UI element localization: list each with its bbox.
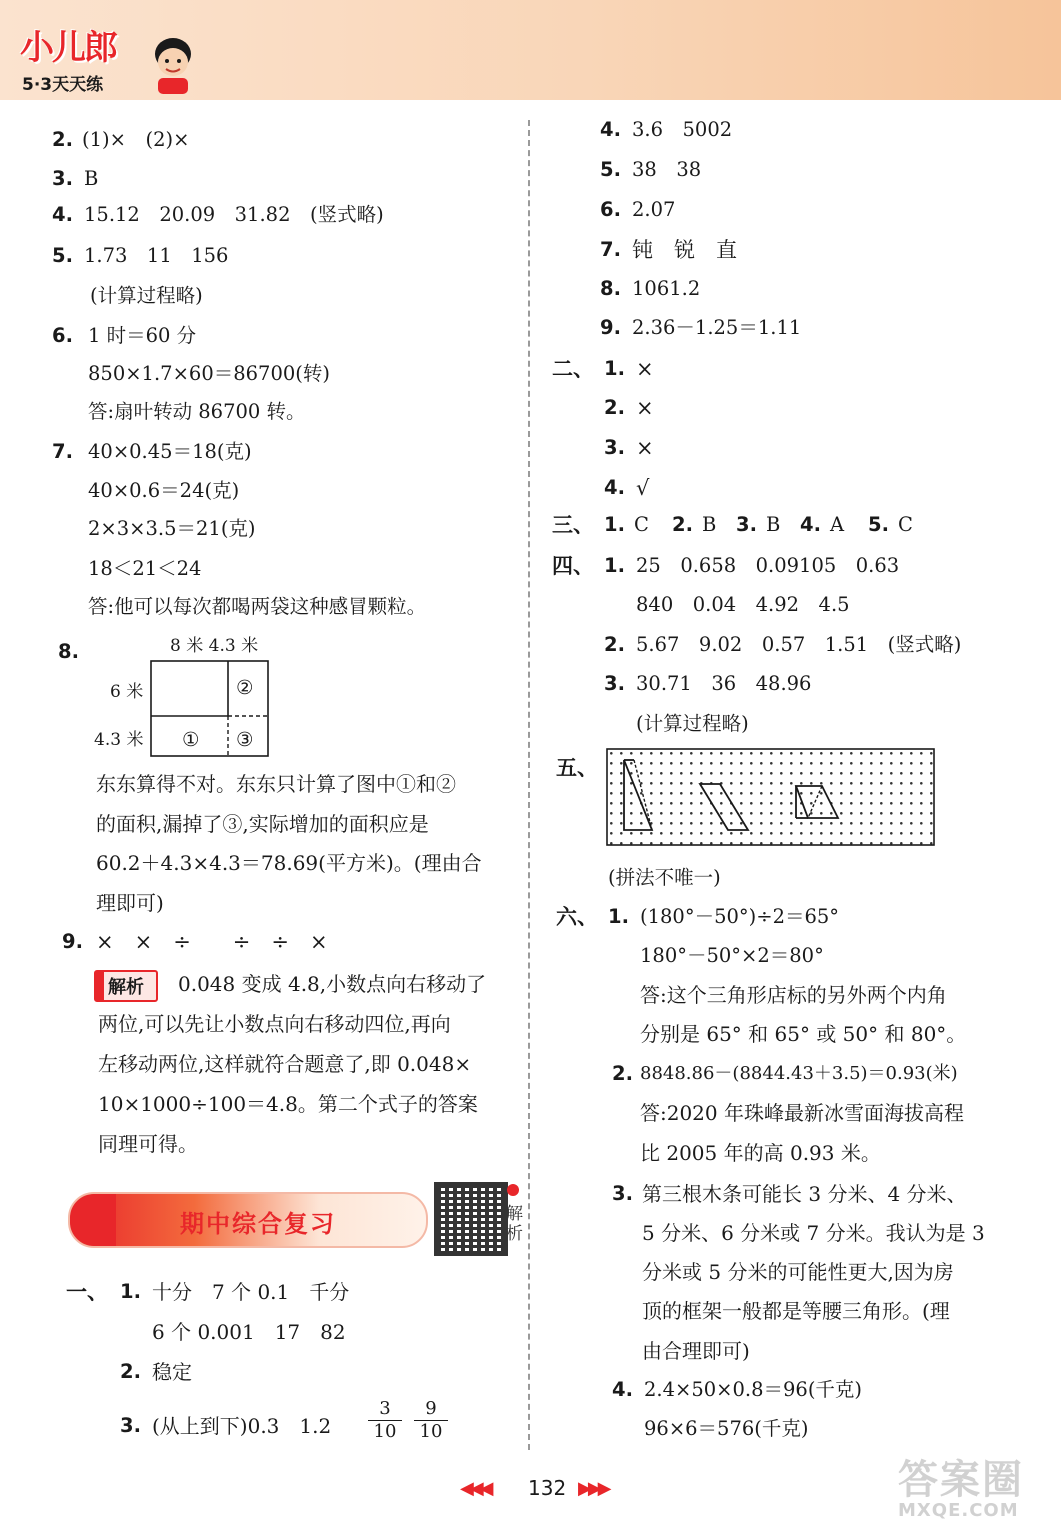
s6-q4-line: 96×6＝576(千克) xyxy=(644,1417,809,1440)
fraction-denominator: 10 xyxy=(419,1421,443,1442)
region-3-label: ③ xyxy=(236,728,254,751)
s4-q1-line: 840 0.04 4.92 4.5 xyxy=(636,593,850,616)
q5-answer: 1.73 11 156 xyxy=(84,244,229,267)
diagram-left-top-label: 6 米 xyxy=(110,682,144,702)
s4-q1-number: 1. xyxy=(604,554,625,577)
r5-number: 5. xyxy=(600,158,621,181)
section-banner xyxy=(68,1192,428,1248)
s2-item-number: 4. xyxy=(604,476,625,499)
q7-line: 2×3×3.5＝21(克) xyxy=(88,517,256,540)
q9-number: 9. xyxy=(62,930,83,953)
r4-number: 4. xyxy=(600,118,621,141)
r7-number: 7. xyxy=(600,238,621,261)
review-q2-number: 2. xyxy=(120,1360,141,1383)
diagram-left-bottom-label: 4.3 米 xyxy=(94,730,144,750)
qr-label: 解析 xyxy=(506,1204,523,1244)
s3-item-answer: C xyxy=(634,513,649,536)
prev-arrows-icon: ◀◀◀ xyxy=(460,1478,490,1499)
review-q3-answer: (从上到下)0.3 1.2 xyxy=(152,1414,332,1438)
r7-answer: 钝 锐 直 xyxy=(632,238,737,262)
r4-answer: 3.6 5002 xyxy=(632,118,733,141)
watermark-url: MXQE.COM xyxy=(898,1500,1019,1521)
analysis-line: 10×1000÷100＝4.8。第二个式子的答案 xyxy=(98,1092,478,1116)
analysis-line: 同理可得。 xyxy=(98,1132,198,1156)
section-title: 期中综合复习 xyxy=(180,1210,336,1238)
fraction-denominator: 10 xyxy=(373,1421,397,1442)
r8-number: 8. xyxy=(600,277,621,300)
s6-q3-line: 分米或 5 分米的可能性更大,因为房 xyxy=(642,1260,954,1284)
area-diagram xyxy=(90,632,290,762)
play-icon[interactable] xyxy=(507,1184,519,1196)
s6-q1-line: 180°－50°×2＝80° xyxy=(640,944,824,967)
s4-q1-line: 25 0.658 0.09105 0.63 xyxy=(636,554,900,577)
s2-item-answer: × xyxy=(636,357,654,381)
watermark-text: 答案圈 xyxy=(898,1457,1024,1503)
section-4-label: 四、 xyxy=(552,554,594,578)
fraction xyxy=(368,1398,402,1443)
s3-item-answer: C xyxy=(898,513,913,536)
r6-answer: 2.07 xyxy=(632,198,676,221)
q8-line: 的面积,漏掉了③,实际增加的面积应是 xyxy=(96,812,429,836)
review-q2-answer: 稳定 xyxy=(152,1360,192,1384)
s6-q1-line: (180°－50°)÷2＝65° xyxy=(640,905,840,928)
review-q1-line: 十分 7 个 0.1 千分 xyxy=(152,1280,350,1304)
q6-number: 6. xyxy=(52,324,73,347)
q8-line: 东东算得不对。东东只计算了图中①和② xyxy=(96,772,456,796)
q3-number: 3. xyxy=(52,167,73,190)
region-1-label: ① xyxy=(182,728,200,751)
brand-subtitle: 5·3天天练 xyxy=(22,75,104,95)
r9-number: 9. xyxy=(600,316,621,339)
q4-number: 4. xyxy=(52,203,73,226)
s6-q4-line: 2.4×50×0.8＝96(千克) xyxy=(644,1378,863,1401)
s3-item-answer: A xyxy=(830,513,845,536)
r6-number: 6. xyxy=(600,198,621,221)
s2-item-answer: × xyxy=(636,396,654,420)
s4-q2-answer: 5.67 9.02 0.57 1.51 (竖式略) xyxy=(636,633,962,656)
diagram-top-label: 8 米 4.3 米 xyxy=(170,636,259,656)
section-6-label: 六、 xyxy=(556,905,598,929)
q4-answer: 15.12 20.09 31.82 (竖式略) xyxy=(84,203,384,226)
q2-number: 2. xyxy=(52,128,73,151)
s6-q1-number: 1. xyxy=(608,905,629,928)
dot-grid-figure xyxy=(606,748,936,848)
s6-q3-line: 顶的框架一般都是等腰三角形。(理 xyxy=(642,1299,950,1323)
q8-number: 8. xyxy=(58,640,79,663)
s3-item-number: 1. xyxy=(604,513,625,536)
s6-q2-number: 2. xyxy=(612,1062,633,1085)
q7-line: 40×0.6＝24(克) xyxy=(88,479,240,502)
analysis-tag xyxy=(94,970,158,1002)
s3-item-number: 5. xyxy=(868,513,889,536)
s2-item-number: 3. xyxy=(604,436,625,459)
region-2-label: ② xyxy=(236,676,254,699)
s3-item-number: 3. xyxy=(736,513,757,536)
q7-line: 答:他可以每次都喝两袋这种感冒颗粒。 xyxy=(88,595,427,618)
review-q3-number: 3. xyxy=(120,1414,141,1437)
s6-q4-number: 4. xyxy=(612,1378,633,1401)
watermark xyxy=(880,1448,1050,1528)
s3-item-answer: B xyxy=(766,513,781,536)
s6-q3-line: 由合理即可) xyxy=(642,1339,750,1363)
s2-item-answer: × xyxy=(636,436,654,460)
s6-q3-number: 3. xyxy=(612,1182,633,1205)
s6-q2-line: 答:2020 年珠峰最新冰雪面海拔高程 xyxy=(640,1101,964,1125)
s4-q3-answer: 30.71 36 48.96 xyxy=(636,672,812,695)
section-2-label: 二、 xyxy=(552,357,594,381)
analysis-line: 左移动两位,这样就符合题意了,即 0.048× xyxy=(98,1052,472,1076)
qr-code-icon[interactable] xyxy=(434,1182,508,1256)
s4-q2-number: 2. xyxy=(604,633,625,656)
q6-line: 答:扇叶转动 86700 转。 xyxy=(88,400,306,423)
brand-logo xyxy=(18,18,208,100)
analysis-line: 0.048 变成 4.8,小数点向右移动了 xyxy=(178,972,487,996)
review-section-1-label: 一、 xyxy=(66,1280,108,1304)
s3-item-answer: B xyxy=(702,513,717,536)
q8-line: 理即可) xyxy=(96,891,164,915)
mascot-icon xyxy=(146,32,200,96)
q6-line: 1 时＝60 分 xyxy=(88,324,197,347)
s6-q2-line: 8848.86－(8844.43＋3.5)＝0.93(米) xyxy=(640,1063,958,1084)
s6-q3-line: 第三根木条可能长 3 分米、4 分米、 xyxy=(642,1182,967,1206)
section-3-label: 三、 xyxy=(552,513,594,537)
q8-line: 60.2＋4.3×4.3＝78.69(平方米)。(理由合 xyxy=(96,851,482,875)
page-footer xyxy=(460,1476,630,1502)
fraction xyxy=(414,1398,448,1443)
page-number: 132 xyxy=(528,1476,567,1500)
s4-q3-number: 3. xyxy=(604,672,625,695)
s2-item-number: 1. xyxy=(604,357,625,380)
s3-item-number: 2. xyxy=(672,513,693,536)
q7-number: 7. xyxy=(52,440,73,463)
q9-answer: × × ÷ ÷ ÷ × xyxy=(96,930,328,954)
q5-note: (计算过程略) xyxy=(90,284,203,307)
s3-item-number: 4. xyxy=(800,513,821,536)
analysis-tag-bar xyxy=(96,972,104,1000)
section-5-label: 五、 xyxy=(556,756,598,780)
s5-note: (拼法不唯一) xyxy=(608,866,721,889)
review-q1-number: 1. xyxy=(120,1280,141,1303)
s2-item-number: 2. xyxy=(604,396,625,419)
r9-answer: 2.36－1.25＝1.11 xyxy=(632,316,802,339)
s6-q1-line: 分别是 65° 和 65° 或 50° 和 80°。 xyxy=(640,1022,967,1046)
banner-tab xyxy=(70,1194,116,1246)
s6-q1-line: 答:这个三角形店标的另外两个内角 xyxy=(640,983,947,1007)
s4-q3-note: (计算过程略) xyxy=(636,712,749,735)
q5-number: 5. xyxy=(52,244,73,267)
s6-q3-line: 5 分米、6 分米或 7 分米。我认为是 3 xyxy=(642,1221,985,1245)
q3-answer: B xyxy=(84,167,99,190)
q6-line: 850×1.7×60＝86700(转) xyxy=(88,362,330,385)
review-q1-line: 6 个 0.001 17 82 xyxy=(152,1320,346,1344)
next-arrows-icon: ▶▶▶ xyxy=(578,1478,608,1499)
q7-line: 18＜21＜24 xyxy=(88,557,202,580)
q7-line: 40×0.45＝18(克) xyxy=(88,440,252,463)
fraction-numerator: 9 xyxy=(414,1398,448,1421)
brand-title: 小儿郎 xyxy=(20,28,116,68)
q2-answer: (1)× (2)× xyxy=(82,128,190,151)
s6-q2-line: 比 2005 年的高 0.93 米。 xyxy=(640,1141,881,1165)
r8-answer: 1061.2 xyxy=(632,277,701,300)
r5-answer: 38 38 xyxy=(632,158,702,181)
fraction-numerator: 3 xyxy=(368,1398,402,1421)
s2-item-answer: √ xyxy=(636,476,650,500)
analysis-line: 两位,可以先让小数点向右移动四位,再向 xyxy=(98,1012,451,1036)
analysis-tag-label: 解析 xyxy=(108,977,144,998)
column-divider xyxy=(528,120,530,1450)
